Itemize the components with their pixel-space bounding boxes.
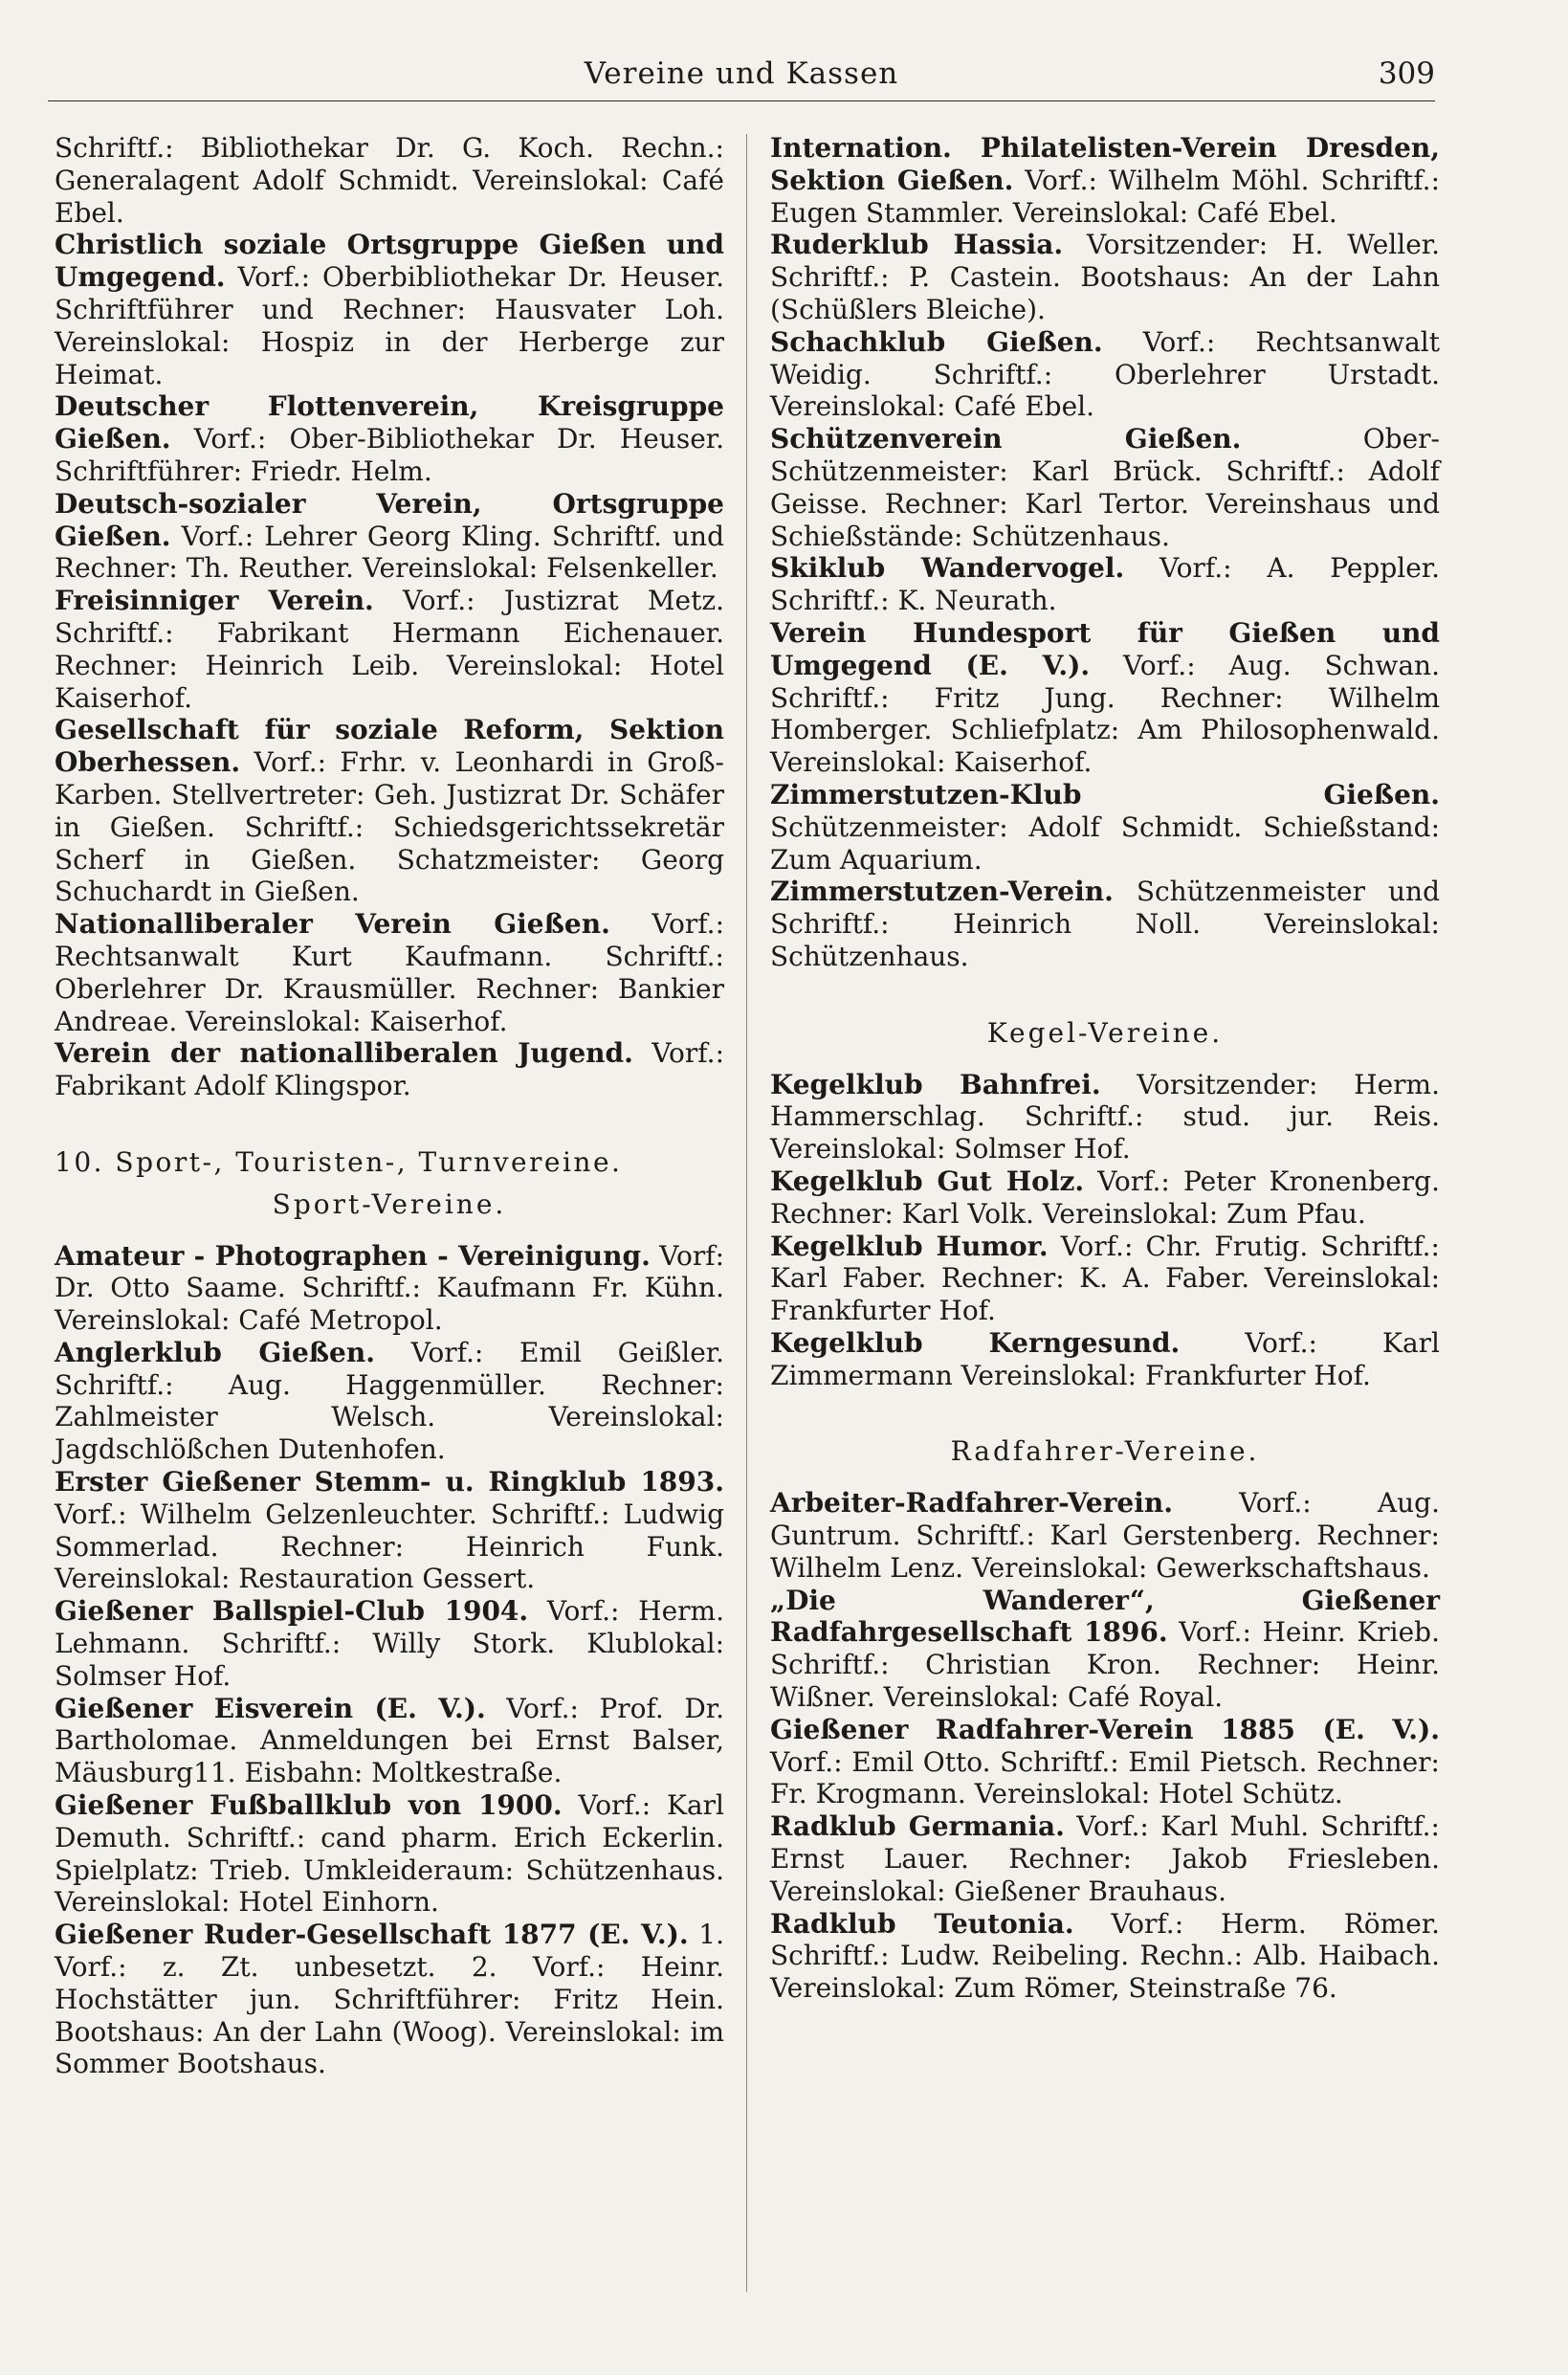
subsection-heading-sport: Sport-Vereine. [272,1188,507,1220]
running-title: Vereine und Kassen [584,56,899,91]
directory-entry [770,326,1440,423]
column-divider [746,134,747,2292]
entry-name: Gesellschaft für soziale Reform, Sektion Oberhessen. [55,714,724,779]
entry-text: Vorf.: Lehrer Georg Kling. Schriftf. und Rechner: Th. Reuther. Vereinslokal: Felsenkeller. [55,520,724,585]
entry-name: „Die Wanderer“, Gießener Radfahrgesellschaft 1896. [770,1584,1440,1649]
directory-entry [55,1919,724,2080]
entry-text: Vorf.: Rechtsanwalt Kurt Kaufmann. Schriftf.: Oberlehrer Dr. Krausmüller. Rechner: Bankier Andreae. Vereinslokal: Kaiserhof. [55,908,724,1037]
entry-text: Vorf.: Oberbibliothekar Dr. Heuser. Schriftführer und Rechner: Hausvater Loh. Vereinslokal: Hospiz in der Herberge zur Heimat. [55,261,724,390]
directory-entry [55,1466,724,1595]
running-head [48,53,1435,101]
entries-top [55,132,724,1102]
left-column [55,132,724,2080]
entry-name: Gießener Eisverein (E. V.). [55,1692,486,1724]
entry-name: Deutscher Flottenverein, Kreisgruppe Gießen. [55,390,724,455]
entry-text: Schützenmeister: Adolf Schmidt. Schießstand: Zum Aquarium. [770,810,1440,876]
directory-entry [770,1231,1440,1327]
directory-entry [770,1327,1440,1392]
directory-entry [55,1693,724,1789]
entry-name: Kegelklub Kerngesund. [770,1326,1181,1359]
entry-name: Zimmerstutzen-Verein. [770,876,1114,908]
directory-entry [770,1487,1440,1584]
entry-name: Ruderklub Hassia. [770,229,1064,261]
entry-name: Kegelklub Gut Holz. [770,1165,1085,1197]
entry-text: Vorf.: Chr. Frutig. Schriftf.: Karl Faber. Rechner: K. A. Faber. Vereinslokal: Frankfurter Hof. [770,1230,1440,1327]
entry-name: Gießener Ruder-Gesellschaft 1877 (E. V.). [55,1919,689,1951]
entry-name: Christlich soziale Ortsgruppe Gießen und Umgegend. [55,229,724,294]
entry-text: Vorf.: Karl Zimmermann Vereinslokal: Frankfurter Hof. [770,1326,1440,1391]
directory-entry [770,1585,1440,1714]
entry-name: Internation. Philatelisten-Verein Dresden, Sektion Gießen. [770,132,1440,196]
directory-entry [55,390,724,487]
entry-name: Schützenverein Gießen. [770,423,1242,455]
entry-name: Verein Hundesport für Gießen und Umgegend (E. V.). [770,616,1440,681]
entry-name: Gießener Fußballklub von 1900. [55,1789,563,1822]
directory-entry [55,229,724,390]
entry-name: Kegelklub Humor. [770,1230,1049,1262]
entries-radfahrer [770,1487,1440,2005]
entry-text: Vorf.: Herm. Römer. Schriftf.: Ludw. Reibeling. Rechn.: Alb. Haibach. Vereinslokal: Zum Römer, Steinstraße 76. [770,1907,1440,2005]
page-number: 309 [1378,56,1435,91]
subsection-heading-radfahrer: Radfahrer-Vereine. [950,1435,1260,1468]
entry-text: 1. Vorf.: z. Zt. unbesetzt. 2. Vorf.: Heinr. Hochstätter jun. Schriftführer: Fritz Hein. Bootshaus: An der Lahn (Woog). Vereinslokal: im Sommer Bootshaus. [55,1919,724,2080]
directory-entry [55,488,724,585]
entry-name: Radklub Teutonia. [770,1907,1074,1940]
directory-entry [55,585,724,714]
directory-entry [55,908,724,1037]
entry-name: Schachklub Gießen. [770,325,1103,358]
entry-text: Vorf.: Emil Otto. Schriftf.: Emil Pietsch. Rechner: Fr. Krogmann. Vereinslokal: Hotel Schütz. [770,1745,1440,1810]
entry-text: Vorf.: Emil Geißler. Schriftf.: Aug. Haggenmüller. Rechner: Zahlmeister Welsch. Vereinslokal: Jagdschlößchen Dutenhofen. [55,1336,725,1466]
entry-name: Gießener Ballspiel-Club 1904. [55,1595,529,1628]
entry-text: Schriftf.: Bibliothekar Dr. G. Koch. Rechn.: Generalagent Adolf Schmidt. Vereinslokal: Café Ebel. [55,132,724,229]
entry-name: Nationalliberaler Verein Gießen. [55,908,610,941]
entry-text: Vorf.: Ober-Bibliothekar Dr. Heuser. Schriftführer: Friedr. Helm. [55,423,724,487]
directory-entry [770,1714,1440,1810]
section-heading: 10. Sport-, Touristen-, Turnvereine. [55,1145,623,1178]
entry-name: Verein der nationalliberalen Jugend. [55,1037,633,1070]
entry-name: Zimmerstutzen-Klub Gießen. [770,778,1440,810]
directory-entry [55,714,724,908]
entry-text: Schützenmeister und Schriftf.: Heinrich Noll. Vereinslokal: Schützenhaus. [770,876,1440,972]
directory-entry [770,876,1440,972]
entry-text: Vorf.: Fabrikant Adolf Klingspor. [55,1037,724,1102]
directory-entry [770,1165,1440,1231]
entry-name: Arbeiter-Radfahrer-Verein. [770,1487,1173,1520]
directory-entry [770,1908,1440,2005]
directory-entry [55,1240,724,1337]
entries-sport-right [770,132,1440,973]
directory-entry [55,1337,724,1466]
entry-text: Vorsitzender: Herm. Hammerschlag. Schriftf.: stud. jur. Reis. Vereinslokal: Solmser Hof. [770,1068,1441,1165]
directory-entry [770,779,1440,876]
entry-name: Skiklub Wandervogel. [770,552,1125,585]
entries-kegel [770,1069,1440,1392]
entry-text: Vorf.: Aug. Guntrum. Schriftf.: Karl Gerstenberg. Rechner: Wilhelm Lenz. Vereinslokal: Gewerkschaftshaus. [770,1487,1440,1584]
directory-entry [55,1595,724,1692]
entry-text: Vorsitzender: H. Weller. Schriftf.: P. Castein. Bootshaus: An der Lahn (Schüßlers Bleiche). [770,229,1440,325]
entry-text: Vorf.: Frhr. v. Leonhardi in Groß-Karben. Stellvertreter: Geh. Justizrat Dr. Schäfer in Gießen. Schriftf.: Schiedsgerichtssekretär Scherf in Gießen. Schatzmeister: Georg Schuchardt in Gießen. [55,746,724,908]
entries-sport-left [55,1240,724,2081]
entry-name: Deutsch-sozialer Verein, Ortsgruppe Gießen. [55,487,724,552]
entry-text: Vorf.: Prof. Dr. Bartholomae. Anmeldungen bei Ernst Balser, Mäusburg11. Eisbahn: Moltkestraße. [55,1692,724,1789]
directory-entry [770,552,1440,617]
entry-name: Radklub Germania. [770,1810,1065,1843]
entry-text: Vorf.: Herm. Lehmann. Schriftf.: Willy Stork. Klublokal: Solmser Hof. [55,1595,724,1692]
directory-entry [55,1789,724,1919]
entry-text: Vorf.: Heinr. Krieb. Schriftf.: Christian Kron. Rechner: Heinr. Wißner. Vereinslokal: Café Royal. [770,1616,1440,1714]
entry-text: Ober-Schützenmeister: Karl Brück. Schriftf.: Adolf Geisse. Rechner: Karl Tertor. Vereinshaus und Schießstände: Schützenhaus. [770,423,1440,552]
directory-entry [770,132,1440,229]
entry-name: Anglerklub Gießen. [55,1336,375,1368]
entry-text: Vorf.: Karl Demuth. Schriftf.: cand pharm. Erich Eckerlin. Spielplatz: Trieb. Umkleideraum: Schützenhaus. Vereinslokal: Hotel Einhorn. [55,1789,724,1919]
entry-text: Vorf.: Rechtsanwalt Weidig. Schriftf.: Oberlehrer Urstadt. Vereinslokal: Café Ebel. [770,325,1440,423]
right-column [770,132,1440,2005]
entry-text: Vorf.: A. Peppler. Schriftf.: K. Neurath. [770,552,1440,617]
entry-text: Vorf.: Wilhelm Gelzenleuchter. Schriftf.: Ludwig Sommerlad. Rechner: Heinrich Funk. Vereinslokal: Restauration Gessert. [55,1498,724,1595]
directory-entry [55,1037,724,1102]
entry-text: Vorf.: Justizrat Metz. Schriftf.: Fabrikant Hermann Eichenauer. Rechner: Heinrich Leib. Vereinslokal: Hotel Kaiserhof. [55,585,724,714]
entry-name: Gießener Radfahrer-Verein 1885 (E. V.). [770,1713,1440,1745]
entry-text: Vorf.: Aug. Schwan. Schriftf.: Fritz Jung. Rechner: Wilhelm Homberger. Schliefplatz: Am Philosophenwald. Vereinslokal: Kaiserhof. [770,649,1440,779]
directory-entry [770,1810,1440,1907]
directory-entry [770,423,1440,552]
entry-name: Amateur - Photographen - Vereinigung. [55,1239,651,1272]
entry-text: Vorf: Dr. Otto Saame. Schriftf.: Kaufmann Fr. Kühn. Vereinslokal: Café Metropol. [55,1239,724,1337]
directory-entry [770,229,1440,325]
directory-entry [770,1069,1440,1165]
entry-text: Vorf.: Peter Kronenberg. Rechner: Karl Volk. Vereinslokal: Zum Pfau. [770,1165,1441,1230]
entry-name: Kegelklub Bahnfrei. [770,1068,1101,1100]
directory-entry [55,132,724,229]
entry-text: Vorf.: Wilhelm Möhl. Schriftf.: Eugen Stammler. Vereinslokal: Café Ebel. [770,164,1441,229]
entry-text: Vorf.: Karl Muhl. Schriftf.: Ernst Lauer. Rechner: Jakob Friesleben. Vereinslokal: Gießener Brauhaus. [770,1810,1440,1907]
entry-name: Erster Gießener Stemm- u. Ringklub 1893. [55,1466,724,1498]
subsection-heading-kegel: Kegel-Vereine. [986,1016,1224,1049]
directory-entry [770,617,1440,779]
entry-name: Freisinniger Verein. [55,585,374,617]
